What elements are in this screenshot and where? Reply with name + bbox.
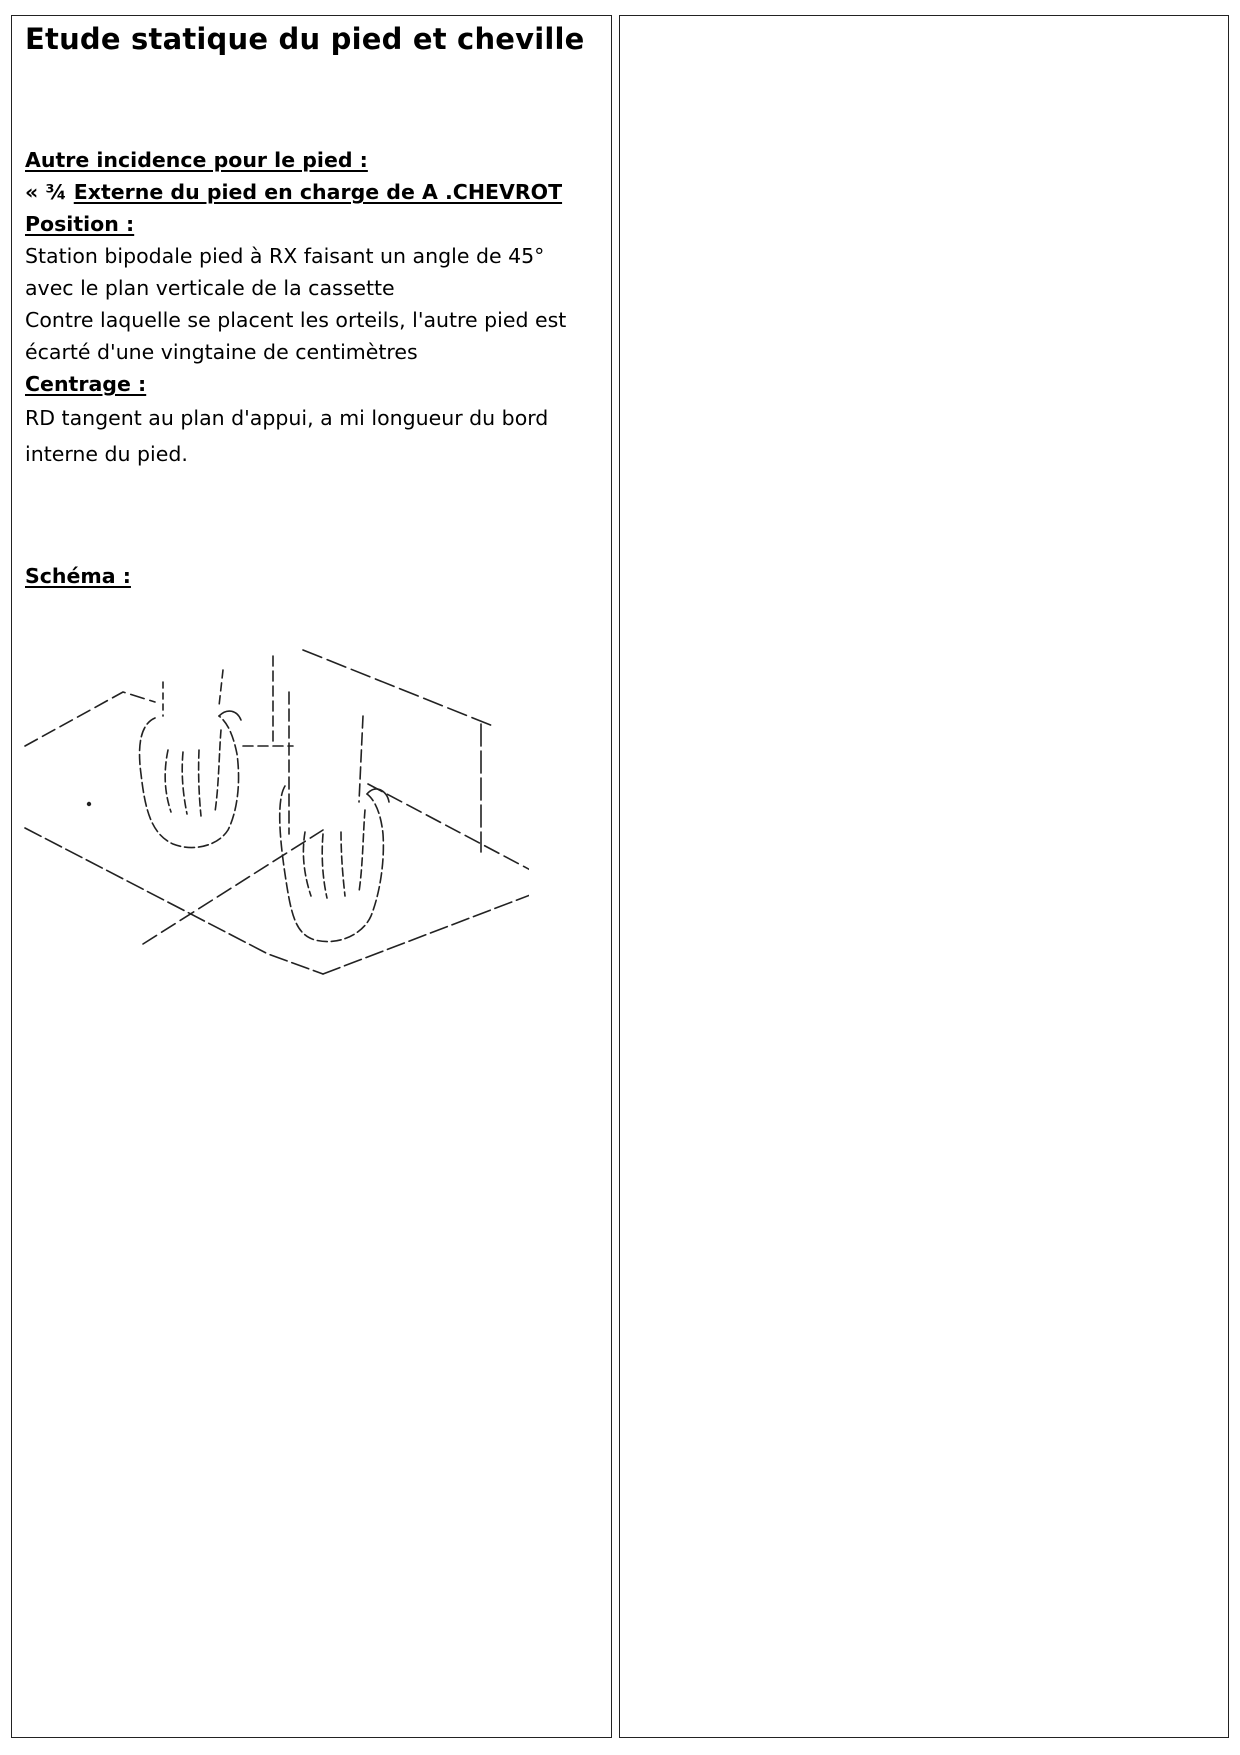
left-page-panel — [11, 15, 612, 1738]
stray-dot — [88, 803, 91, 806]
left-toe-line — [165, 750, 171, 812]
feet-positioning-schema — [23, 634, 529, 980]
centrage-line: interne du pied. — [25, 442, 188, 466]
position-line: Station bipodale pied à RX faisant un angle de 45° — [25, 244, 545, 268]
floor-plane-edge — [25, 828, 323, 974]
position-line: Contre laquelle se placent les orteils, l'autre pied est — [25, 308, 567, 332]
floor-plane-outline — [25, 692, 155, 746]
left-toe-tip — [219, 711, 241, 720]
floor-plane-edge-right — [323, 892, 529, 974]
position-line: avec le plan verticale de la cassette — [25, 276, 395, 300]
incidence-line — [25, 176, 605, 208]
incidence-name: Externe du pied en charge de A .CHEVROT — [73, 180, 563, 204]
quote-prefix: « ¾ — [25, 180, 74, 204]
cassette-top-edge — [303, 650, 493, 726]
left-toe-line — [182, 752, 187, 814]
document-title: Etude statique du pied et cheville — [25, 22, 585, 56]
centrage-label: Centrage : — [25, 372, 147, 396]
centrage-line: RD tangent au plan d'appui, a mi longueur du bord — [25, 406, 549, 430]
position-label: Position : — [25, 212, 135, 236]
left-toe-line — [215, 730, 221, 812]
right-toe-tip — [367, 789, 389, 802]
left-toe-line — [199, 750, 201, 816]
floor-plane-diagonal — [143, 830, 323, 944]
position-line: écarté d'une vingtaine de centimètres — [25, 340, 418, 364]
left-leg-line-right — [219, 670, 223, 706]
heading-other-incidence: Autre incidence pour le pied : — [25, 148, 368, 172]
right-page-panel — [619, 15, 1229, 1738]
floor-plane-back — [368, 784, 529, 874]
right-toe-line — [341, 832, 345, 896]
document-body — [25, 144, 605, 472]
left-foot-outline — [140, 716, 239, 848]
right-toe-line — [359, 810, 365, 892]
right-toe-line — [322, 834, 327, 898]
right-leg-line-right — [359, 716, 363, 802]
schema-label: Schéma : — [25, 564, 131, 588]
right-foot-outline — [280, 786, 384, 942]
